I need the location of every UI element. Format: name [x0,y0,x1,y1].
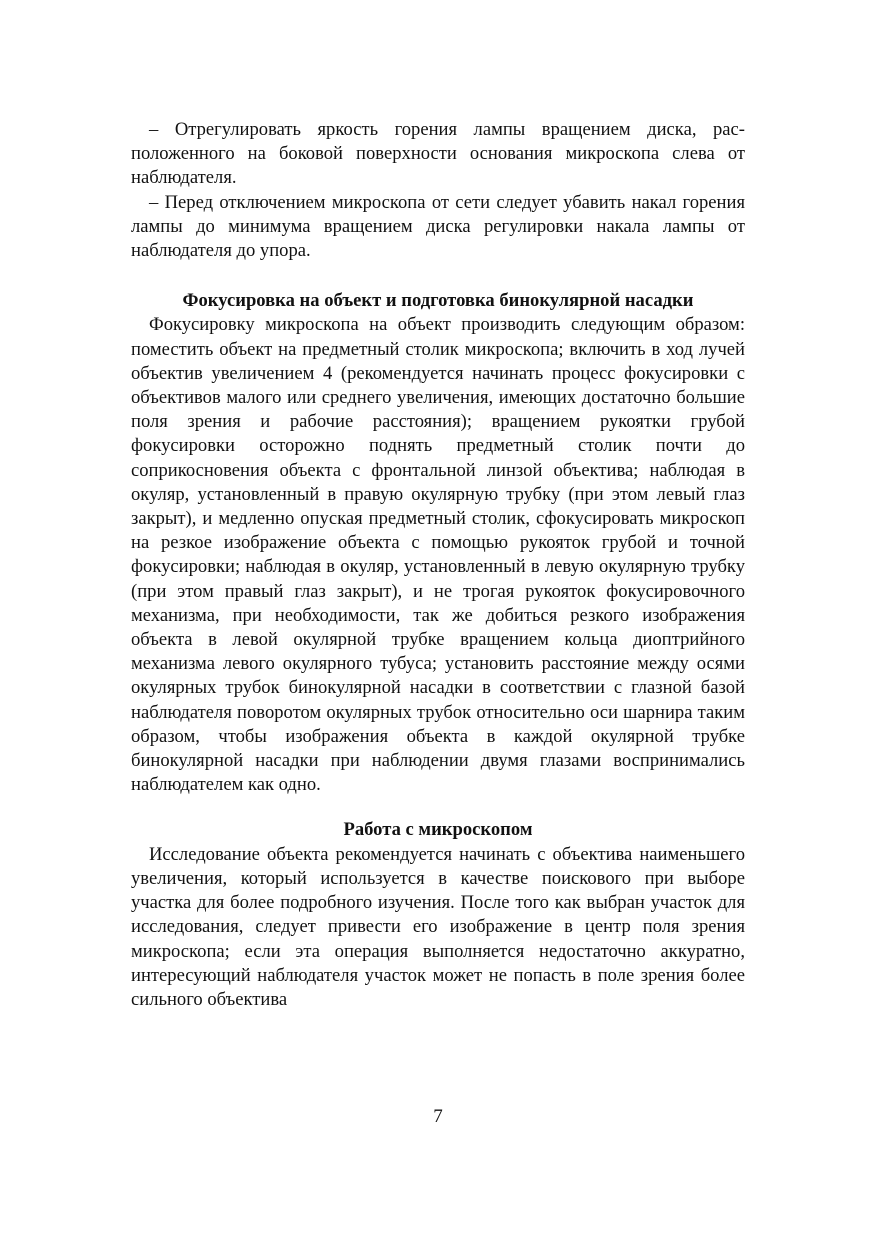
section-heading-focus: Фокусировка на объект и подготовка бинокулярной насадки [182,290,694,312]
page-content [131,118,745,1012]
intro-paragraph-2: – Перед отключением микроскопа от сети следует убавить накал горения лампы до минимума вращением диска регулировки накала лампы от наблюдателя до упора. [131,191,745,262]
work-paragraph: Исследование объекта рекомендуется начинать с объектива наименьшего увеличения, который используется в качестве поискового при выборе участка для более подробного изучения. После того как выбран участок для исследования, следует привести его изображение в центр поля зрения микроскопа; если эта операция выполняется недостаточно аккуратно, интересующий наблюдателя участок может не попасть в поле зрения более сильного объектива [131,843,745,1010]
focus-paragraph: Фокусировку микроскопа на объект производить следующим образом: поместить объект на предметный столик микроскопа; включить в ход лучей объектив увеличением 4 (рекомендуется начинать процесс фокусировки с объективов малого или среднего увеличения, имеющих достаточно большие поля зрения и рабочие расстояния); вращением рукоятки грубой фокусировки осторожно поднять предметный столик почти до соприкосновения объекта с фронтальной линзой объектива; наблюдая в окуляр, установленный в правую окулярную трубку (при этом левый глаз закрыт), и медленно опуская предметный столик, сфокусировать микроскоп на резкое изображение объекта с помощью рукояток грубой и точной фокусировки; наблюдая в окуляр, установленный в левую окулярную трубку (при этом правый глаз закрыт), и не трогая рукояток фокусировочного механизма, при необходимости, так же добиться резкого изображения объекта в левой окулярной трубке вращением кольца диоптрийного механизма левого окулярного тубуса; установить расстояние между осями окулярных трубок бинокулярной насадки в соответствии с глазной базой наблюдателя поворотом окулярных трубок относительно оси шарнира таким образом, чтобы изображения объекта в каждой окулярной трубке бинокулярной насадки при наблюдении двумя глазами воспринимались наблюдателем как одно. [131,314,745,796]
intro-paragraph-1: – Отрегулировать яркость горения лампы вращением диска, расположенного на боковой поверхности основания микроскопа слева от наблюдателя. [131,119,745,189]
section-heading-work: Работа с микроскопом [343,819,533,841]
page-number: 7 [433,1106,443,1127]
